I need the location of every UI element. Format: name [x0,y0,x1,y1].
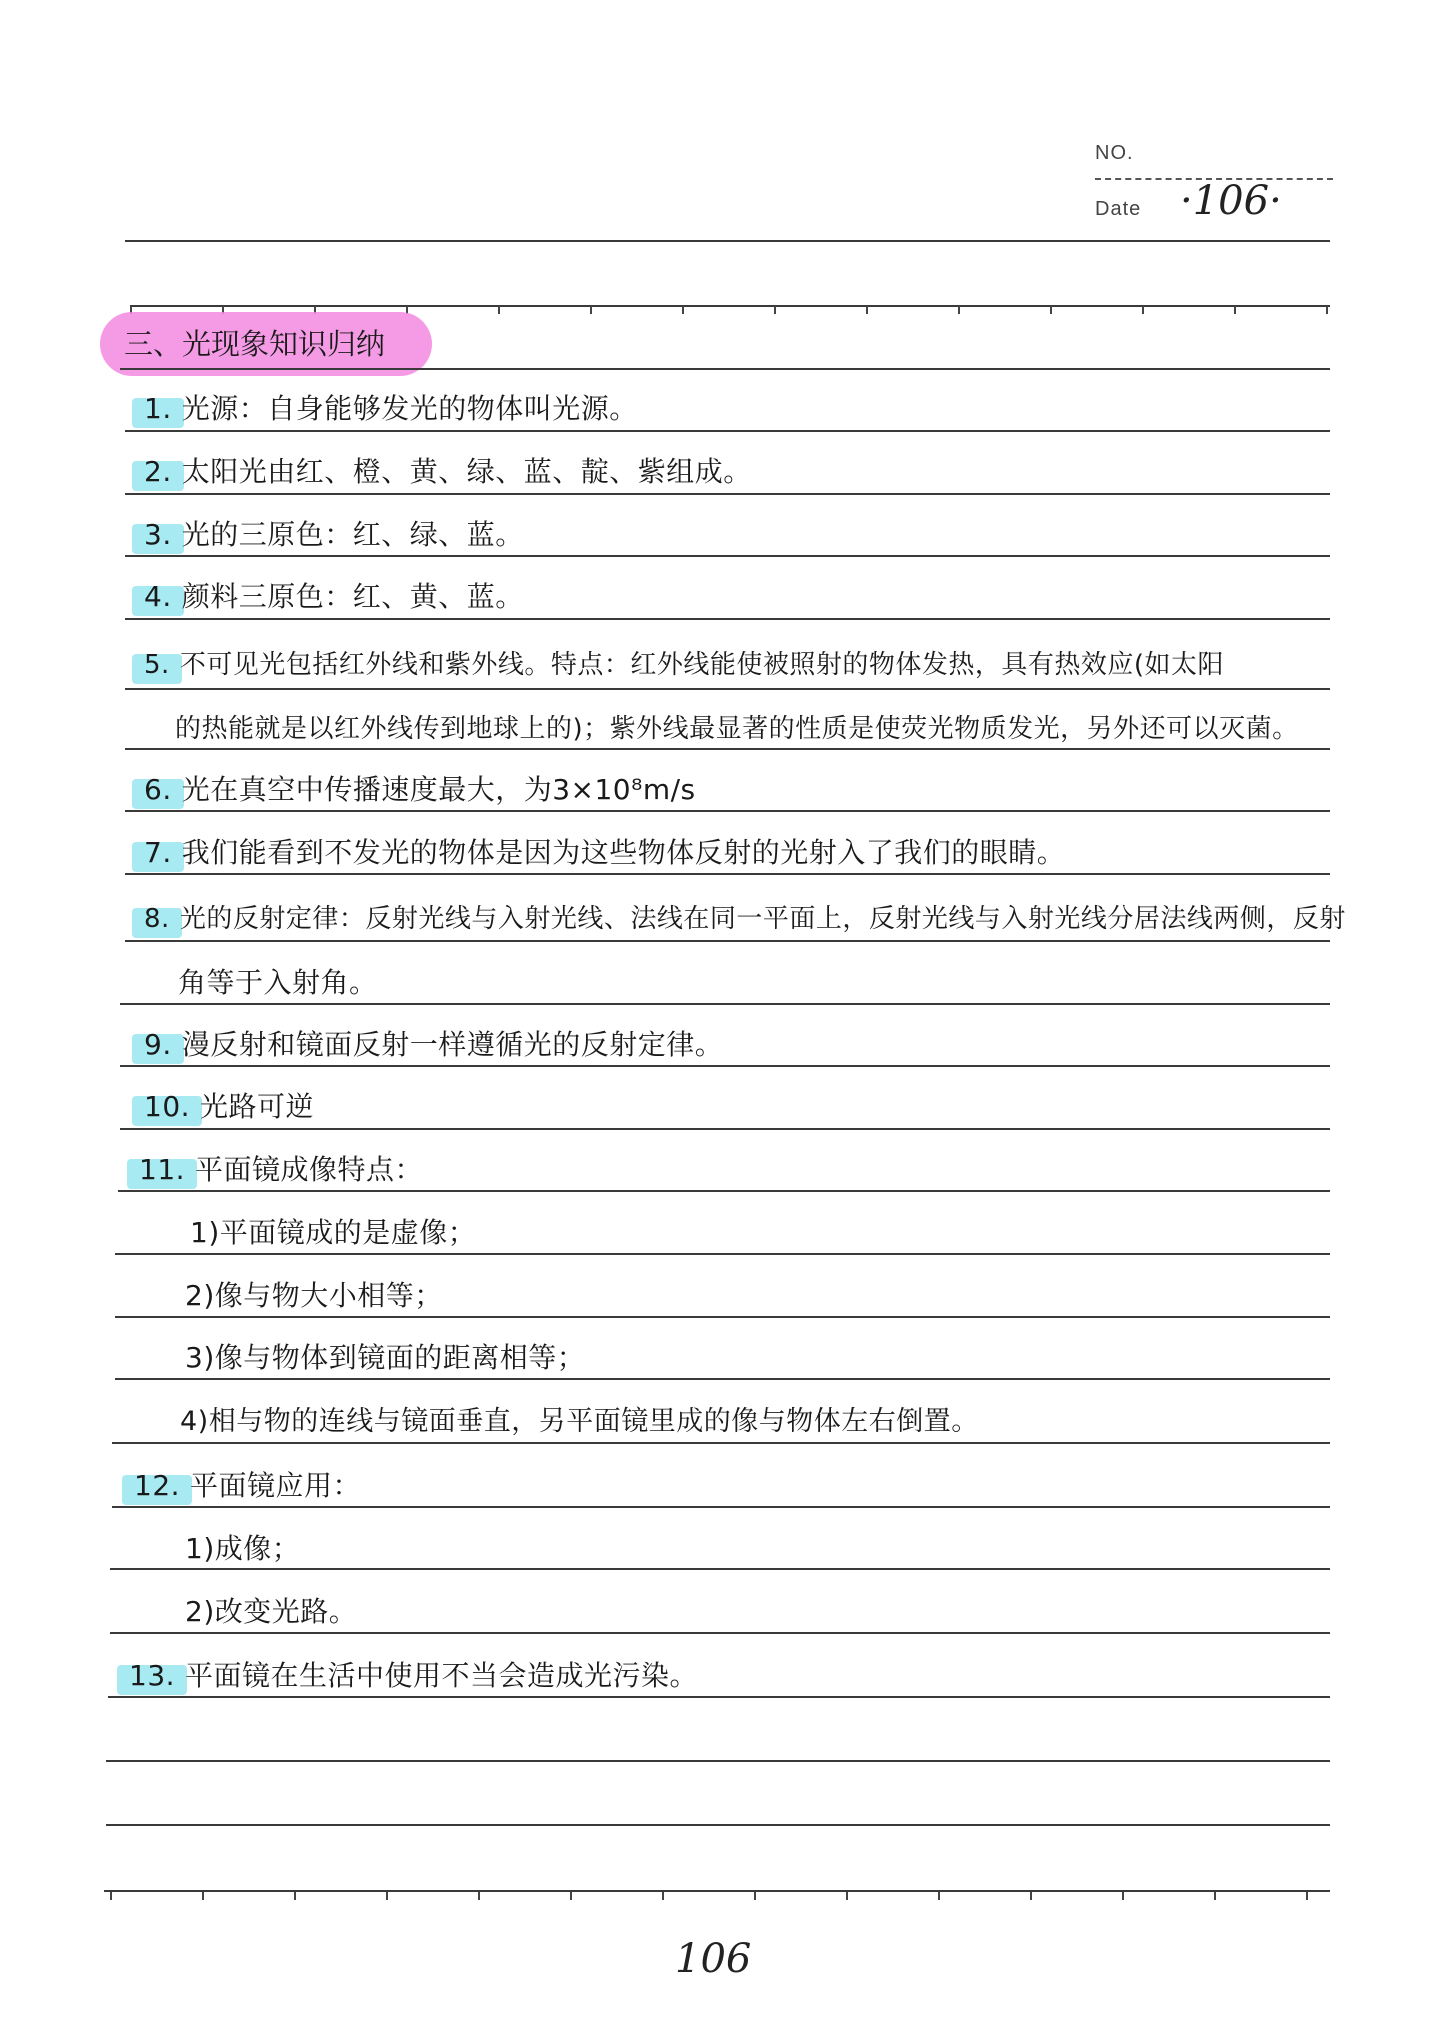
item-text: 光的反射定律：反射光线与入射光线、法线在同一平面上，反射光线与入射光线分居法线两侧，反射 [179,904,1346,934]
list-item [130,1469,361,1503]
item-number: 6. [140,773,178,807]
no-label: NO. [1095,142,1134,164]
item-text: 1)成像； [185,1532,301,1565]
ruled-line [110,1632,1330,1634]
ruled-line [125,873,1330,875]
ruled-line [125,748,1330,750]
page-number: 106 [675,1936,752,1982]
item-text: 平面镜在生活中使用不当会造成光污染。 [185,1659,699,1692]
ruled-line [120,1065,1330,1067]
list-item [140,773,696,807]
item-text: 不可见光包括红外线和紫外线。特点：红外线能使被照射的物体发热，具有热效应(如太阳 [179,650,1224,680]
date-label: Date [1095,198,1142,220]
item-number: 7. [140,836,178,870]
item-text: 太阳光由红、橙、黄、绿、蓝、靛、紫组成。 [181,455,752,488]
ruled-line [125,940,1330,942]
item-text: 4)相与物的连线与镜面垂直，另平面镜里成的像与物体左右倒置。 [180,1406,979,1437]
ruled-line [106,1824,1330,1826]
sub-item [190,1216,476,1250]
item-text: 平面镜成像特点： [195,1153,424,1186]
list-item [140,392,638,426]
list-item [140,518,524,552]
ruled-line [125,430,1330,432]
item-number: 13. [125,1659,181,1693]
item-number: 9. [140,1028,178,1062]
ruled-line [120,1003,1330,1005]
ruled-line [125,810,1330,812]
section-title: 三、光现象知识归纳 [124,327,386,361]
ruled-line [110,1568,1330,1570]
item-text: 我们能看到不发光的物体是因为这些物体反射的光射入了我们的眼睛。 [181,836,1066,869]
list-item-continuation [175,712,1299,746]
date-value: ·106· [1180,178,1282,224]
list-item [140,1090,314,1124]
ruled-line [125,688,1330,690]
sub-item [185,1532,300,1566]
item-text: 2)改变光路。 [185,1595,358,1628]
list-item [140,1028,723,1062]
item-text: 光在真空中传播速度最大，为3×10⁸m/s [181,773,696,806]
item-text: 3)像与物体到镜面的距离相等； [185,1341,586,1374]
ruled-line [112,1506,1330,1508]
item-number: 2. [140,455,178,489]
list-item-continuation [178,966,378,1000]
item-number: 11. [135,1153,191,1187]
tick-marks [110,1892,1310,1902]
ruled-line [112,1442,1330,1444]
item-text: 平面镜应用： [190,1469,362,1502]
item-text: 颜料三原色：红、黄、蓝。 [181,580,524,613]
item-number: 8. [140,902,176,936]
sub-item [185,1279,443,1313]
item-text: 光路可逆 [200,1090,315,1123]
ruled-line [125,618,1330,620]
list-item [140,902,1346,936]
item-text: 漫反射和镜面反射一样遵循光的反射定律。 [181,1028,724,1061]
list-item [140,455,752,489]
sub-item [185,1341,585,1375]
ruled-line [115,1316,1330,1318]
ruled-line [108,1696,1330,1698]
ruled-line [106,1760,1330,1762]
item-text: 光的三原色：红、绿、蓝。 [181,518,524,551]
ruled-line [115,1378,1330,1380]
list-item [135,1153,423,1187]
item-text: 的热能就是以红外线传到地球上的)；紫外线最显著的性质是使荧光物质发光，另外还可以灭菌。 [175,714,1299,744]
item-number: 10. [140,1090,196,1124]
sub-item [185,1595,357,1629]
item-number: 12. [130,1469,186,1503]
ruled-line [120,1128,1330,1130]
item-number: 5. [140,648,176,682]
list-item [125,1659,698,1693]
ruled-line [125,555,1330,557]
item-number: 4. [140,580,178,614]
item-text: 1)平面镜成的是虚像； [190,1216,477,1249]
list-item [140,648,1224,682]
sub-item [180,1405,979,1439]
ruled-line [120,368,1330,370]
item-text: 光源：自身能够发光的物体叫光源。 [181,392,638,425]
item-text: 角等于入射角。 [178,966,378,999]
item-text: 2)像与物大小相等； [185,1279,443,1312]
item-number: 1. [140,392,178,426]
ruled-line [118,1190,1330,1192]
ruled-line [115,1253,1330,1255]
ruled-line [125,493,1330,495]
list-item [140,580,524,614]
ruled-line [125,240,1330,242]
item-number: 3. [140,518,178,552]
list-item [140,836,1065,870]
